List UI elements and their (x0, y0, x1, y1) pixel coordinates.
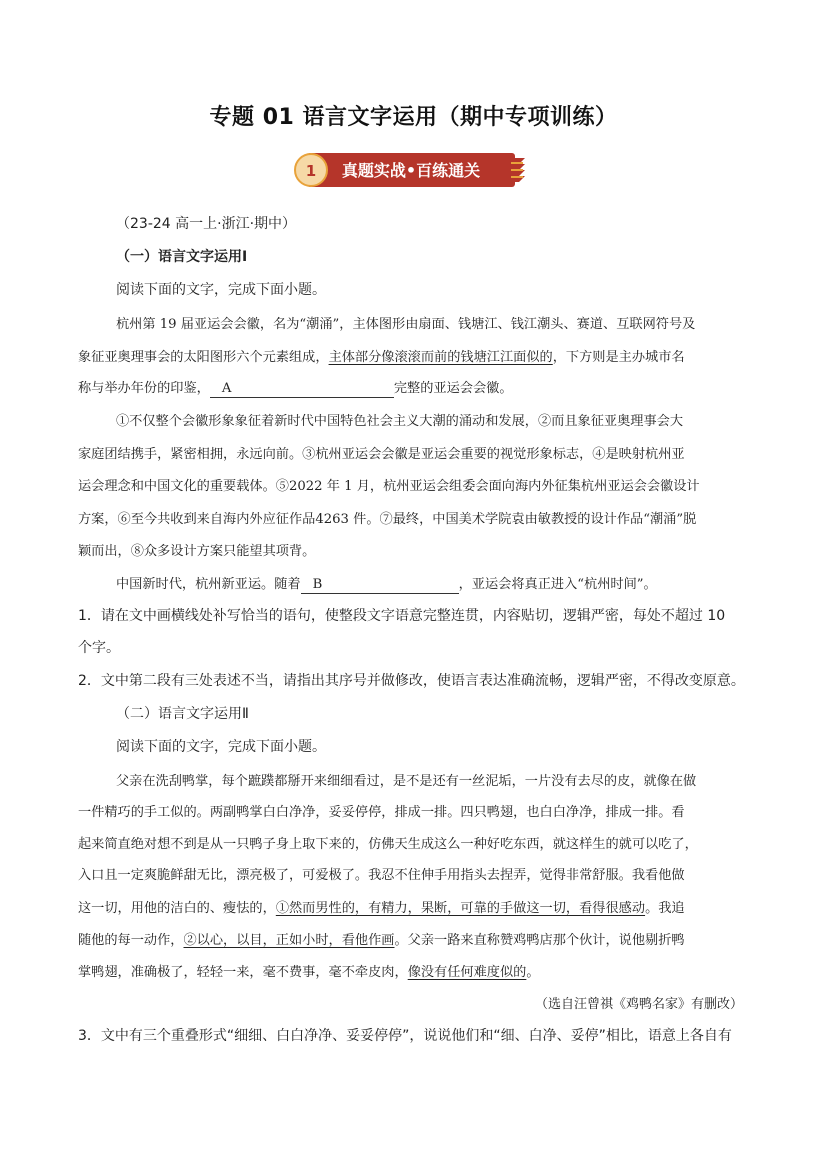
question-1: 1．请在文中画横线处补写恰当的语句，使整段文字语意完整连贯，内容贴切，逻辑严密，每处不超过 10 (78, 608, 726, 624)
underlined-sentence: ②以心，以目，正如小时，看他作画 (183, 933, 395, 948)
passage2-line: ①不仅整个会徽形象象征着新时代中国特色社会主义大潮的涌动和发展，②而且象征亚奥理事会大 (116, 414, 684, 429)
passage2-line: 方案，⑥至今共收到来自海内外应征作品4263 件。⑦最终，中国美术学院袁由敏教授的设计作品“潮涌”脱 (78, 512, 697, 527)
question-2: 2．文中第二段有三处表述不当，请指出其序号并做修改，使语言表达准确流畅，逻辑严密，不得改变原意。 (78, 673, 745, 689)
passage1-line: 称与举办年份的印鉴， A 完整的亚运会会徽。 (78, 381, 513, 396)
blank-a: A (210, 381, 394, 398)
passage1-line: 象征亚奥理事会的太阳图形六个元素组成，主体部分像滚滚而前的钱塘江江面似的，下方则是主办城市名 (78, 350, 685, 365)
passage4-line: 入口且一定爽脆鲜甜无比，漂亮极了，可爱极了。我忍不住伸手用指头去捏弄，觉得非常舒服。我看他做 (78, 868, 685, 883)
underlined-sentence: 主体部分像滚滚而前的钱塘江江面似的 (328, 350, 553, 365)
blank-b: B (301, 577, 459, 594)
passage4-line: 随他的每一动作，②以心，以目，正如小时，看他作画。父亲一路来直称赞鸡鸭店那个伙计，说他剔折鸭 (78, 933, 685, 948)
passage4-line: 父亲在洗刮鸭掌，每个蹠蹼都掰开来细细看过，是不是还有一丝泥垢，一片没有去尽的皮，就像在做 (116, 774, 697, 789)
section2-heading: （二）语言文字运用Ⅱ (116, 706, 249, 722)
passage4-line: 起来简直绝对想不到是从一只鸭子身上取下来的，仿佛天生成这么一种好吃东西，就这样生的就可以吃了， (78, 837, 698, 852)
section-badge (293, 150, 533, 192)
badge-text: 真题实战•百练通关 (341, 161, 481, 180)
passage3-line: 中国新时代，杭州新亚运。随着 B ，亚运会将真正进入“杭州时间”。 (116, 577, 657, 592)
passage2-line: 运会理念和中国文化的重要载体。⑤2022 年 1 月，杭州亚运会组委会面向海内外征集杭州亚运会会徽设计 (78, 479, 700, 494)
question-1-cont: 个字。 (78, 640, 120, 656)
passage2-line: 颖而出，⑧众多设计方案只能望其项背。 (78, 544, 316, 559)
passage1-line: 杭州第 19 届亚运会会徽，名为“潮涌”，主体图形由扇面、钱塘江、钱江潮头、赛道、互联网符号及 (116, 317, 696, 332)
section1-intro: 阅读下面的文字，完成下面小题。 (116, 282, 326, 298)
underlined-sentence: 像没有任何难度似的 (407, 965, 527, 980)
question-source: （23-24 高一上·浙江·期中） (116, 216, 297, 232)
passage4-line: 一件精巧的手工似的。两副鸭掌白白净净，妥妥停停，排成一排。四只鸭翅，也白白净净，排成一排。看 (78, 805, 685, 820)
page-title: 专题 01 语言文字运用（期中专项训练） (209, 105, 618, 130)
passage4-line: 掌鸭翅，准确极了，轻轻一来，毫不费事，毫不牵皮肉，像没有任何难度似的。 (78, 965, 540, 980)
badge-number: 1 (305, 162, 317, 180)
question-3: 3．文中有三个重叠形式“细细、白白净净、妥妥停停”，说说他们和“细、白净、妥停”相比，语意上各自有 (78, 1028, 732, 1044)
underlined-sentence: ①然而男性的，有精力，果断，可靠的手做这一切，看得很感动 (275, 901, 646, 916)
passage-source: （选自汪曾祺《鸡鸭名家》有删改） (534, 997, 743, 1012)
section1-heading: （一）语言文字运用Ⅰ (116, 249, 248, 265)
passage4-line: 这一切，用他的洁白的、瘦怯的，①然而男性的，有精力，果断，可靠的手做这一切，看得很感动。我追 (78, 901, 685, 916)
passage2-line: 家庭团结携手，紧密相拥，永远向前。③杭州亚运会会徽是亚运会重要的视觉形象标志，④是映射杭州亚 (78, 447, 685, 462)
section2-intro: 阅读下面的文字，完成下面小题。 (116, 739, 326, 755)
